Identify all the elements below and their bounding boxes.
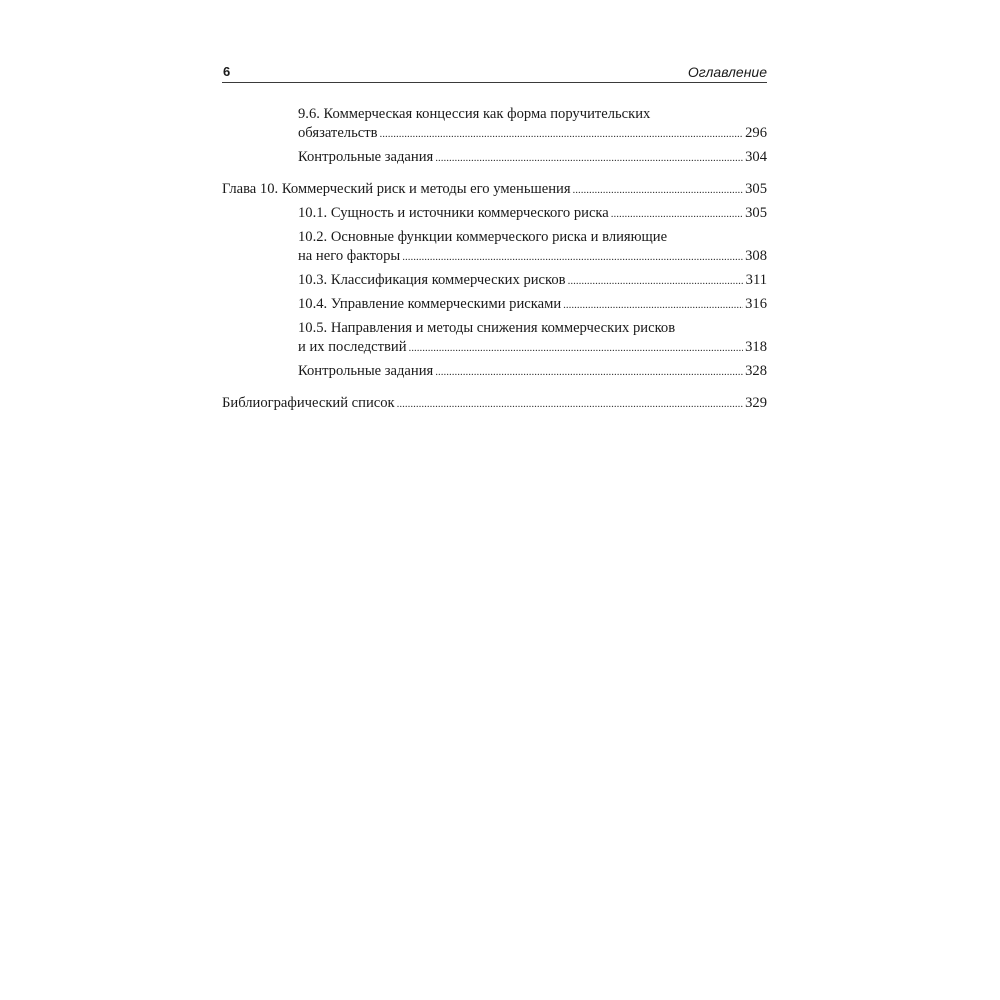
dot-leader	[573, 180, 744, 200]
toc-page-number: 305	[745, 181, 767, 197]
toc-page-number: 296	[745, 125, 767, 141]
toc-entry-title: 10.3. Классификация коммерческих рисков	[298, 272, 566, 288]
toc-entry-title: Контрольные задания	[298, 363, 434, 379]
page-header	[222, 62, 767, 83]
toc-chapter-entry	[222, 180, 767, 200]
toc-entry	[222, 362, 767, 382]
table-of-contents	[222, 105, 767, 414]
dot-leader	[563, 295, 743, 315]
toc-bibliography-entry	[222, 394, 767, 414]
toc-page-number: 318	[745, 339, 767, 355]
dot-leader	[611, 204, 743, 224]
toc-page-number: 311	[745, 272, 767, 288]
dot-leader	[397, 394, 743, 414]
toc-entry-title: 10.1. Сущность и источники коммерческого риска	[298, 205, 609, 221]
toc-entry-title: 10.4. Управление коммерческими рисками	[298, 296, 562, 312]
toc-entry-title: Контрольные задания	[298, 149, 434, 165]
dot-leader	[409, 338, 744, 358]
toc-entry	[222, 148, 767, 168]
toc-entry-title: обязательств	[298, 125, 378, 141]
toc-entry	[222, 271, 767, 291]
page-number: 6	[223, 64, 231, 79]
toc-entry-title-line: 10.2. Основные функции коммерческого риска и влияющие	[298, 229, 668, 245]
toc-page-number: 308	[745, 248, 767, 264]
dot-leader	[402, 247, 743, 267]
toc-page-number: 305	[745, 205, 767, 221]
running-title: Оглавление	[687, 64, 767, 80]
dot-leader	[435, 362, 743, 382]
toc-page-number: 316	[745, 296, 767, 312]
toc-entry	[222, 319, 767, 358]
toc-page-number: 329	[745, 395, 767, 411]
toc-entry-title-line: 9.6. Коммерческая концессия как форма поручительских	[298, 106, 651, 122]
toc-page-number: 328	[745, 363, 767, 379]
toc-entry-title: Библиографический список	[222, 395, 395, 411]
toc-page-number: 304	[745, 149, 767, 165]
toc-entry-title: Глава 10. Коммерческий риск и методы его уменьшения	[222, 181, 571, 197]
toc-entry	[222, 295, 767, 315]
dot-leader	[379, 124, 743, 144]
dot-leader	[435, 148, 743, 168]
toc-entry-title: и их последствий	[298, 339, 407, 355]
toc-entry	[222, 228, 767, 267]
toc-entry-title: на него факторы	[298, 248, 401, 264]
document-page	[222, 62, 767, 414]
toc-entry-title-line: 10.5. Направления и методы снижения коммерческих рисков	[298, 320, 676, 336]
toc-entry	[222, 105, 767, 144]
dot-leader	[568, 271, 744, 291]
toc-entry	[222, 204, 767, 224]
